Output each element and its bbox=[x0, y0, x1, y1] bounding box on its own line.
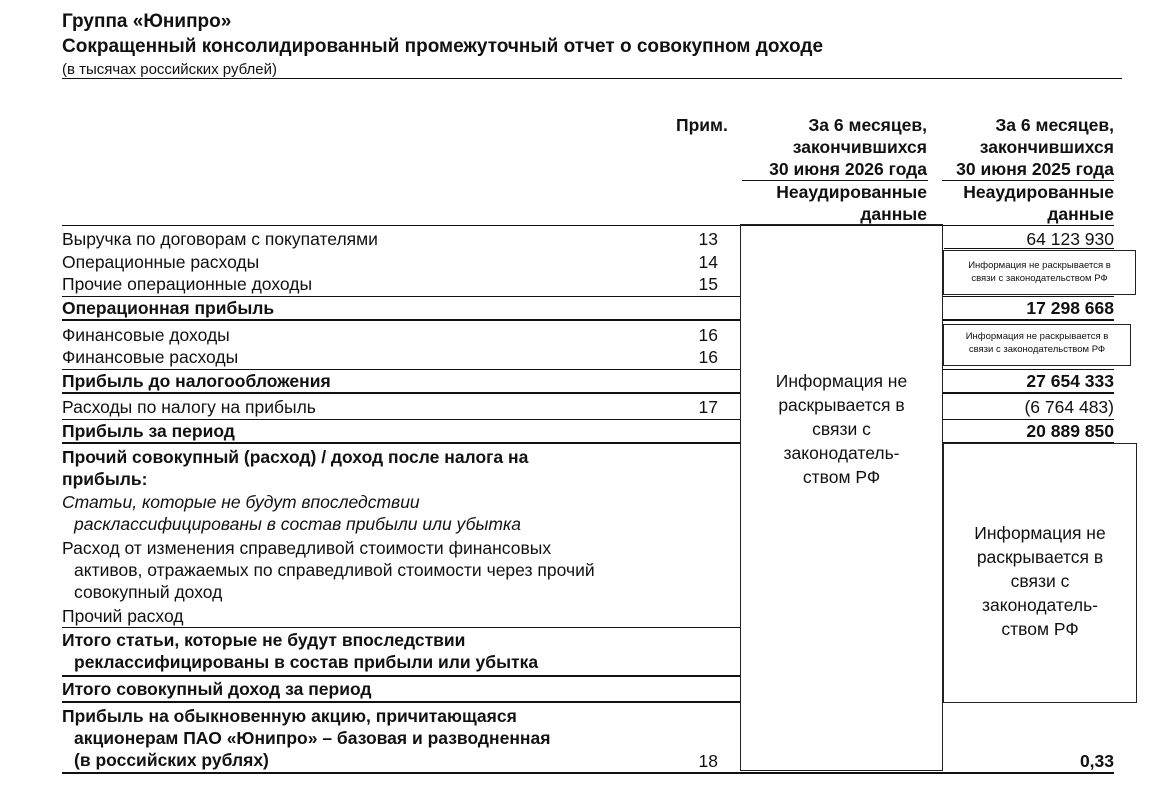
row-oci-header: Прочий совокупный (расход) / доход после налога на прибыль: bbox=[62, 447, 529, 489]
row-fin-expense-note: 16 bbox=[698, 347, 718, 367]
row-oci-total-label: Итого статьи, которые не будут впоследствии реклассифицированы в состав прибыли или убытка bbox=[62, 630, 539, 672]
undisclosed-small-box-2 bbox=[943, 324, 1131, 366]
row-eps-label: Прибыль на обыкновенную акцию, причитающаяся акционерам ПАО «Юнипро» – базовая и разводненная (в российских рублях) bbox=[62, 706, 551, 770]
row-pbt-label: Прибыль до налогообложения bbox=[62, 371, 331, 391]
audit-2025-header: Неаудированные данные bbox=[963, 182, 1114, 224]
rule-after-oci-total bbox=[62, 675, 740, 677]
row-pbt-2025: 27 654 333 bbox=[1026, 371, 1114, 391]
rule-before-oci-total bbox=[62, 627, 740, 628]
undisclosed-small-box-1 bbox=[943, 250, 1136, 295]
row-other-income-label: Прочие операционные доходы bbox=[62, 274, 313, 294]
rule-after-profit bbox=[62, 442, 740, 444]
report-subtitle: (в тысячах российских рублей) bbox=[62, 61, 278, 78]
row-fin-income-label: Финансовые доходы bbox=[62, 325, 230, 345]
audit-2026-header: Неаудированные данные bbox=[776, 182, 927, 224]
row-revenue-2025: 64 123 930 bbox=[1026, 229, 1114, 249]
company-name: Группа «Юнипро» bbox=[62, 11, 232, 32]
row-oci-not-reclassified: Статьи, которые не будут впоследствии расклассифицированы в состав прибыли или убытка bbox=[62, 492, 521, 534]
row-op-profit-2025: 17 298 668 bbox=[1026, 298, 1114, 318]
row-fv-change-label: Расход от изменения справедливой стоимости финансовых активов, отражаемых по справедливой стоимости через прочий совокупный доход bbox=[62, 538, 595, 602]
row-profit-label: Прибыль за период bbox=[62, 421, 235, 441]
undisclosed-notice-small-2: Информация не раскрывается в связи с законодательством РФ bbox=[965, 331, 1109, 355]
report-title: Сокращенный консолидированный промежуточный отчет о совокупном доходе bbox=[62, 36, 824, 57]
row-tax-note: 17 bbox=[698, 397, 718, 417]
row-other-expense-label: Прочий расход bbox=[62, 606, 184, 626]
rule-after-total-ci bbox=[62, 701, 740, 703]
row-tax-2025: (6 764 483) bbox=[1024, 397, 1114, 417]
rule-after-op-profit-2025 bbox=[943, 319, 1114, 321]
row-revenue-label: Выручка по договорам с покупателями bbox=[62, 229, 378, 249]
rule-after-pbt-2025 bbox=[943, 392, 1114, 394]
rule-after-op-profit bbox=[62, 319, 740, 321]
row-fin-income-note: 16 bbox=[698, 325, 718, 345]
row-eps-2025: 0,33 bbox=[1079, 751, 1114, 771]
revenue-value-rule bbox=[944, 248, 1114, 249]
table-bottom-rule bbox=[62, 772, 1114, 774]
row-op-profit-label: Операционная прибыль bbox=[62, 298, 275, 318]
row-eps-note: 18 bbox=[698, 751, 718, 771]
header-rule bbox=[62, 78, 1122, 79]
row-fin-expense-label: Финансовые расходы bbox=[62, 347, 239, 367]
undisclosed-box-2025 bbox=[943, 443, 1137, 703]
rule-after-pbt bbox=[62, 392, 740, 394]
row-opex-note: 14 bbox=[698, 252, 718, 272]
row-revenue-note: 13 bbox=[698, 229, 718, 249]
undisclosed-notice-2026: Информация не раскрывается в связи с законодатель- ством РФ bbox=[775, 371, 908, 487]
row-other-income-note: 15 bbox=[698, 274, 718, 294]
row-total-ci-label: Итого совокупный доход за период bbox=[62, 679, 372, 699]
row-opex-label: Операционные расходы bbox=[62, 252, 260, 272]
header-bottom-rule bbox=[62, 225, 1114, 226]
undisclosed-box-2026 bbox=[740, 224, 943, 771]
note-column-header: Прим. bbox=[676, 115, 728, 135]
period-2026-header: За 6 месяцев, закончившихся 30 июня 2026 года bbox=[769, 115, 927, 179]
undisclosed-notice-2025: Информация не раскрывается в связи с законодатель- ством РФ bbox=[974, 523, 1106, 639]
row-profit-2025: 20 889 850 bbox=[1026, 421, 1114, 441]
period-2025-header: За 6 месяцев, закончившихся 30 июня 2025 года bbox=[956, 115, 1114, 179]
undisclosed-notice-small-1: Информация не раскрывается в связи с законодательством РФ bbox=[968, 260, 1111, 284]
row-tax-label: Расходы по налогу на прибыль bbox=[62, 397, 316, 417]
